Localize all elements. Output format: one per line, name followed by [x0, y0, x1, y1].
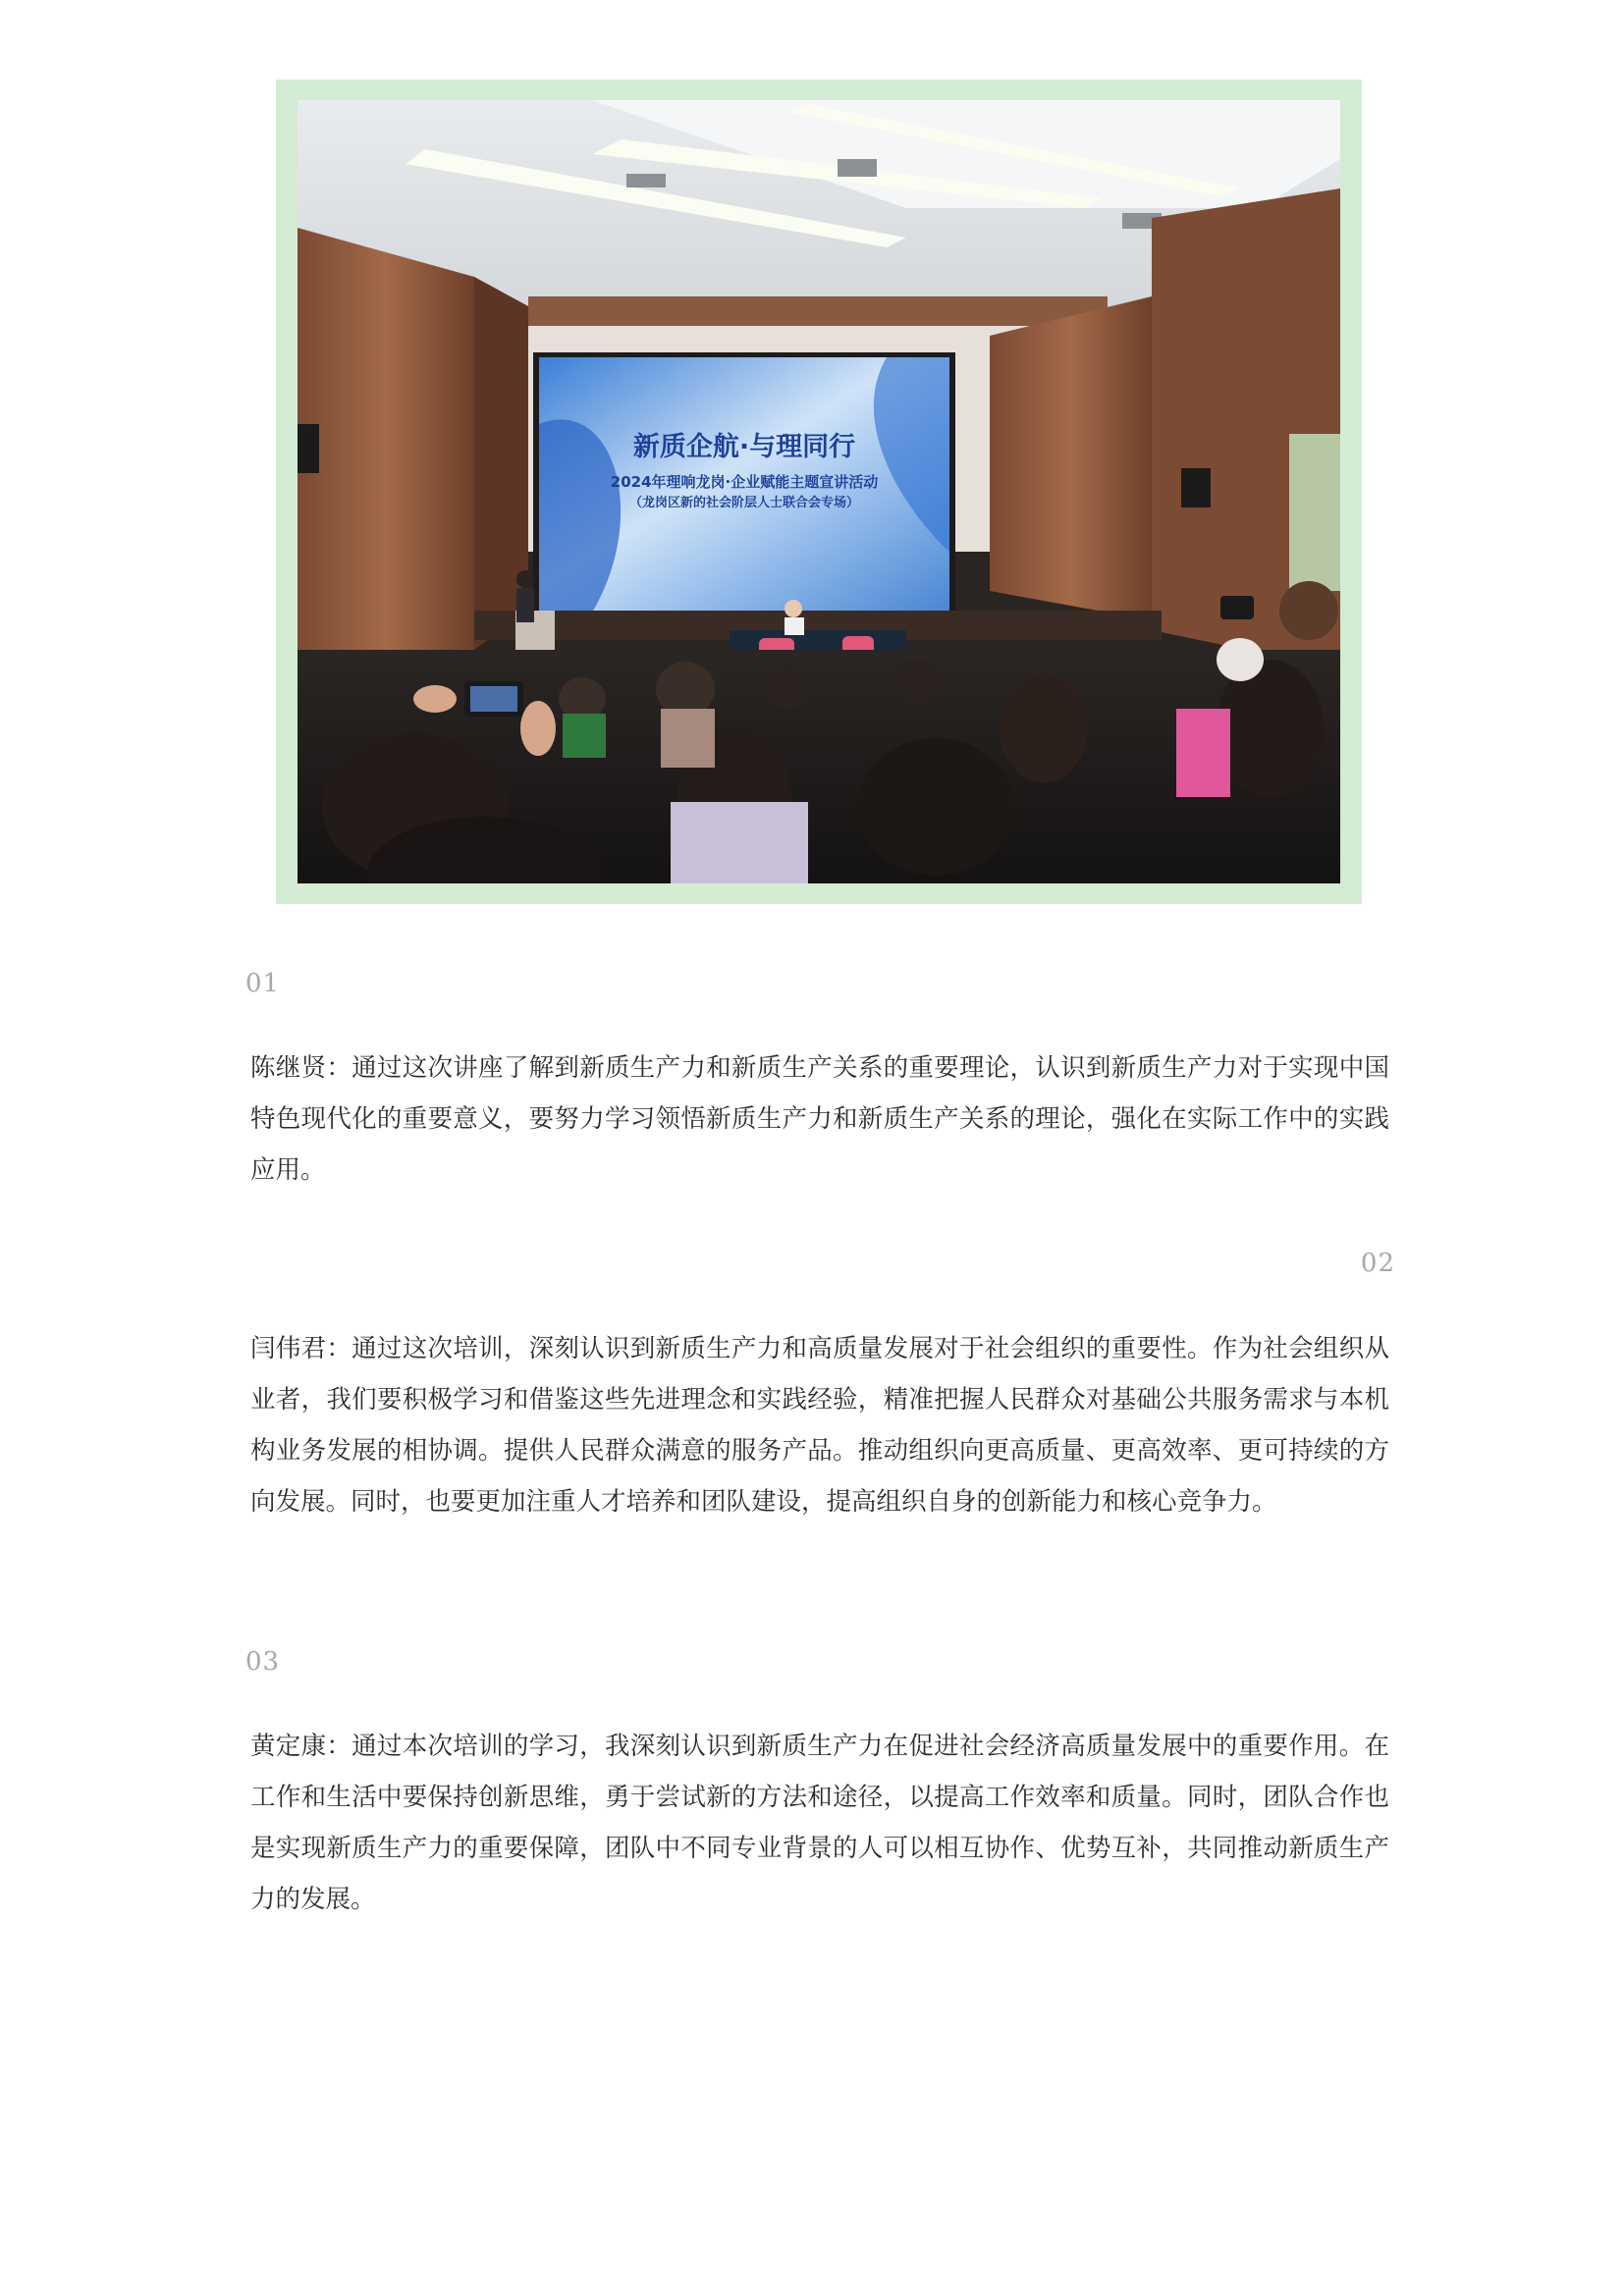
section-number: 03: [245, 1647, 281, 1677]
screen-subtitle: 2024年理响龙岗·企业赋能主题宣讲活动: [610, 473, 879, 491]
section-paragraph: 闫伟君：通过这次培训，深刻认识到新质生产力和高质量发展对于社会组织的重要性。作为社会组织从业者，我们要积极学习和借鉴这些先进理念和实践经验，精准把握人民群众对基础公共服务需求与本机构业务发展的相协调。提供人民群众满意的服务产品。推动组织向更高质量、更高效率、更可持续的方向发展。同时，也要更加注重人才培养和团队建设，提高组织自身的创新能力和核心竞争力。: [250, 1334, 1389, 1517]
section-paragraph: 陈继贤：通过这次讲座了解到新质生产力和新质生产关系的重要理论，认识到新质生产力对于实现中国特色现代化的重要意义，要努力学习领悟新质生产力和新质生产关系的理论，强化在实际工作中的实践应用。: [250, 1053, 1389, 1185]
screen-title: 新质企航·与理同行: [632, 432, 856, 462]
section-number: 01: [245, 969, 281, 998]
event-photo: [298, 100, 1340, 883]
section-paragraph: 黄定康：通过本次培训的学习，我深刻认识到新质生产力在促进社会经济高质量发展中的重要作用。在工作和生活中要保持创新思维，勇于尝试新的方法和途径，以提高工作效率和质量。同时，团队合作也是实现新质生产力的重要保障，团队中不同专业背景的人可以相互协作、优势互补，共同推动新质生产力的发展。: [250, 1732, 1389, 1914]
section-number: 02: [1360, 1249, 1395, 1278]
screen-subtitle-2: （龙岗区新的社会阶层人士联合会专场）: [628, 496, 860, 510]
photo-frame: [276, 80, 1362, 904]
